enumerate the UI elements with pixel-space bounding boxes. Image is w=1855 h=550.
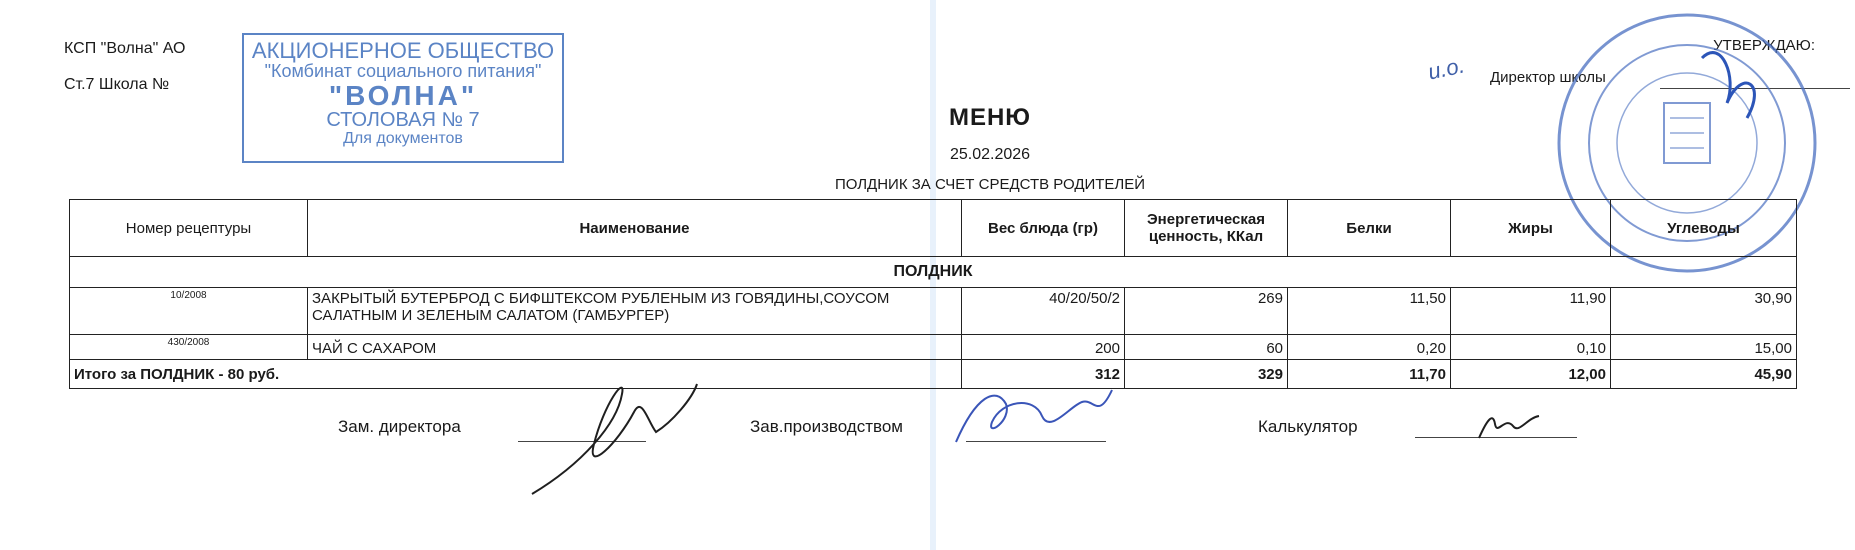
header-protein: Белки	[1288, 200, 1451, 257]
recipe-code: 430/2008	[70, 335, 308, 360]
stamp-line-2: "Комбинат социального питания"	[264, 61, 542, 82]
section-title: ПОЛДНИК	[70, 257, 1797, 288]
header-energy: Энергетическая ценность, ККал	[1125, 200, 1288, 257]
production-head-label: Зав.производством	[750, 417, 903, 436]
total-label: Итого за ПОЛДНИК - 80 руб.	[70, 360, 962, 389]
dish-carbs: 15,00	[1611, 335, 1797, 360]
dish-name: ЧАЙ С САХАРОМ	[308, 335, 962, 360]
dish-protein: 0,20	[1288, 335, 1451, 360]
document-date: 25.02.2026	[949, 146, 1031, 163]
total-row	[70, 360, 1797, 389]
total-protein: 11,70	[1288, 360, 1451, 389]
menu-table	[69, 199, 1797, 389]
dish-energy: 269	[1125, 288, 1288, 335]
table-row	[70, 335, 1797, 360]
dish-weight: 200	[962, 335, 1125, 360]
total-energy: 329	[1125, 360, 1288, 389]
stamp-line-1: АКЦИОНЕРНОЕ ОБЩЕСТВО	[251, 38, 555, 63]
calculator-label: Калькулятор	[1258, 417, 1358, 436]
stamp-line-3: "ВОЛНА"	[328, 79, 478, 111]
total-carbs: 45,90	[1611, 360, 1797, 389]
document-title: МЕНЮ	[948, 104, 1032, 131]
header-carbs: Углеводы	[1611, 200, 1797, 257]
dish-protein: 11,50	[1288, 288, 1451, 335]
approve-label: УТВЕРЖДАЮ:	[1713, 37, 1815, 54]
dish-energy: 60	[1125, 335, 1288, 360]
dish-fat: 0,10	[1451, 335, 1611, 360]
recipe-code: 10/2008	[70, 288, 308, 335]
total-weight: 312	[962, 360, 1125, 389]
section-row	[70, 257, 1797, 288]
header-weight: Вес блюда (гр)	[962, 200, 1125, 257]
calculator-signature	[1475, 408, 1545, 442]
director-label: Директор школы	[1490, 69, 1606, 86]
stamp-line-5: Для документов	[343, 130, 463, 148]
table-row	[70, 288, 1797, 335]
dish-carbs: 30,90	[1611, 288, 1797, 335]
dish-name: ЗАКРЫТЫЙ БУТЕРБРОД С БИФШТЕКСОМ РУБЛЕНЫМ ИЗ ГОВЯДИНЫ,СОУСОМ САЛАТНЫМ И ЗЕЛЕНЫМ САЛАТОМ (ГАМБУРГЕР)	[308, 288, 962, 335]
acting-mark: и.о.	[1425, 52, 1467, 85]
school-name: Ст.7 Школа №	[64, 76, 170, 93]
header-fat: Жиры	[1451, 200, 1611, 257]
organization-name: КСП "Волна" АО	[64, 40, 186, 57]
total-fat: 12,00	[1451, 360, 1611, 389]
company-stamp	[242, 33, 564, 163]
table-header-row	[70, 200, 1797, 257]
stamp-line-4: СТОЛОВАЯ № 7	[326, 109, 480, 132]
dish-fat: 11,90	[1451, 288, 1611, 335]
header-recipe: Номер рецептуры	[70, 200, 308, 257]
production-signature	[946, 376, 1116, 456]
deputy-director-label: Зам. директора	[338, 417, 461, 436]
deputy-signature	[522, 364, 702, 504]
document-subtitle: ПОЛДНИК ЗА СЧЕТ СРЕДСТВ РОДИТЕЛЕЙ	[834, 176, 1146, 193]
header-name: Наименование	[308, 200, 962, 257]
dish-weight: 40/20/50/2	[962, 288, 1125, 335]
